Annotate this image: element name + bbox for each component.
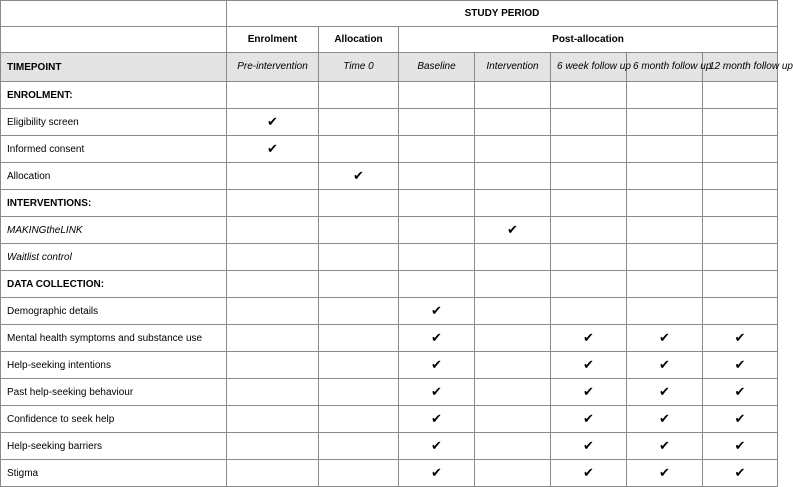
schedule-row: [1, 352, 778, 379]
row-label: Help-seeking barriers: [1, 433, 227, 460]
check-icon: ✔: [431, 384, 442, 400]
empty-cell: [319, 271, 399, 298]
empty-cell: [703, 82, 778, 109]
empty-cell: [475, 379, 551, 406]
check-icon: ✔: [353, 168, 364, 184]
empty-cell: [551, 136, 627, 163]
row-label: Eligibility screen: [1, 109, 227, 136]
empty-cell: [475, 136, 551, 163]
schedule-row: [1, 244, 778, 271]
schedule-row: [1, 460, 778, 487]
empty-cell: [227, 244, 319, 271]
check-icon: ✔: [431, 465, 442, 481]
checked-cell: [703, 433, 778, 460]
empty-cell: [703, 244, 778, 271]
empty-cell: [703, 298, 778, 325]
empty-cell: [319, 433, 399, 460]
check-icon: ✔: [659, 330, 670, 346]
post-allocation-header: Post-allocation: [399, 27, 778, 53]
row-label: Demographic details: [1, 298, 227, 325]
empty-cell: [627, 190, 703, 217]
enrolment-header: Enrolment: [227, 27, 319, 53]
empty-cell: [475, 352, 551, 379]
timepoint-baseline: Baseline: [399, 53, 475, 82]
checked-cell: [627, 460, 703, 487]
empty-cell: [551, 82, 627, 109]
checked-cell: [627, 352, 703, 379]
schedule-row: [1, 163, 778, 190]
schedule-row: [1, 109, 778, 136]
empty-cell: [475, 163, 551, 190]
timepoint-row: [1, 53, 778, 82]
empty-cell: [551, 271, 627, 298]
check-icon: ✔: [734, 411, 746, 427]
checked-cell: [703, 325, 778, 352]
empty-cell: [551, 217, 627, 244]
check-icon: ✔: [659, 384, 670, 400]
check-icon: ✔: [431, 411, 442, 427]
empty-cell: [319, 217, 399, 244]
empty-cell: [399, 109, 475, 136]
check-icon: ✔: [583, 438, 594, 454]
checked-cell: [399, 460, 475, 487]
empty-cell: [399, 163, 475, 190]
check-icon: ✔: [431, 438, 442, 454]
check-icon: ✔: [267, 114, 278, 130]
schedule-row: [1, 136, 778, 163]
timepoint-6-week: 6 week follow up: [551, 53, 627, 82]
empty-cell: [319, 136, 399, 163]
timepoint-label: TIMEPOINT: [1, 53, 227, 82]
checked-cell: [551, 325, 627, 352]
study-period-row: [1, 1, 778, 27]
empty-cell: [627, 163, 703, 190]
empty-cell: [227, 460, 319, 487]
section-row: [1, 82, 778, 109]
checked-cell: [703, 460, 778, 487]
schedule-row: [1, 217, 778, 244]
check-icon: ✔: [583, 465, 594, 481]
checked-cell: [551, 379, 627, 406]
empty-cell: [399, 244, 475, 271]
check-icon: ✔: [267, 141, 278, 157]
empty-cell: [703, 190, 778, 217]
empty-cell: [399, 82, 475, 109]
empty-cell: [627, 244, 703, 271]
study-period-header: STUDY PERIOD: [227, 1, 778, 27]
timepoint-12-month: 12 month follow up: [703, 53, 778, 82]
schedule-row: [1, 298, 778, 325]
empty-cell: [227, 379, 319, 406]
empty-cell: [551, 190, 627, 217]
timepoint-intervention: Intervention: [475, 53, 551, 82]
empty-cell: [703, 271, 778, 298]
empty-cell: [627, 136, 703, 163]
row-label: Confidence to seek help: [1, 406, 227, 433]
empty-cell: [475, 433, 551, 460]
empty-cell: [319, 244, 399, 271]
check-icon: ✔: [583, 357, 594, 373]
checked-cell: [399, 433, 475, 460]
check-icon: ✔: [734, 465, 746, 481]
empty-cell: [399, 217, 475, 244]
empty-cell: [551, 163, 627, 190]
empty-cell: [319, 190, 399, 217]
check-icon: ✔: [659, 357, 670, 373]
empty-cell: [319, 406, 399, 433]
checked-cell: [627, 406, 703, 433]
section-row: [1, 190, 778, 217]
check-icon: ✔: [431, 330, 442, 346]
empty-cell: [475, 190, 551, 217]
checked-cell: [475, 217, 551, 244]
empty-cell: [627, 271, 703, 298]
check-icon: ✔: [734, 438, 746, 454]
empty-cell: [319, 325, 399, 352]
section-heading: ENROLMENT:: [1, 82, 227, 109]
row-label: Informed consent: [1, 136, 227, 163]
checked-cell: [399, 325, 475, 352]
empty-cell: [399, 190, 475, 217]
empty-cell: [703, 136, 778, 163]
row-label: Allocation: [1, 163, 227, 190]
empty-cell: [227, 82, 319, 109]
timepoint-pre-intervention: Pre-intervention: [227, 53, 319, 82]
empty-cell: [319, 109, 399, 136]
empty-cell: [475, 271, 551, 298]
checked-cell: [551, 406, 627, 433]
empty-cell: [627, 298, 703, 325]
empty-cell: [551, 298, 627, 325]
checked-cell: [227, 136, 319, 163]
checked-cell: [399, 298, 475, 325]
checked-cell: [703, 352, 778, 379]
empty-cell: [399, 136, 475, 163]
empty-cell: [475, 460, 551, 487]
timepoint-time-0: Time 0: [319, 53, 399, 82]
row-label: Past help-seeking behaviour: [1, 379, 227, 406]
empty-cell: [627, 109, 703, 136]
empty-cell: [627, 82, 703, 109]
schedule-body: [1, 1, 793, 487]
check-icon: ✔: [431, 357, 442, 373]
empty-cell: [475, 244, 551, 271]
row-label: Help-seeking intentions: [1, 352, 227, 379]
empty-cell: [475, 325, 551, 352]
checked-cell: [627, 379, 703, 406]
empty-cell: [319, 379, 399, 406]
empty-cell: [627, 217, 703, 244]
empty-cell: [227, 325, 319, 352]
empty-cell: [703, 109, 778, 136]
allocation-header: Allocation: [319, 27, 399, 53]
schedule-row: [1, 433, 778, 460]
empty-cell: [319, 460, 399, 487]
phase-row: [1, 27, 778, 53]
checked-cell: [551, 460, 627, 487]
empty-cell: [227, 271, 319, 298]
empty-cell: [227, 217, 319, 244]
checked-cell: [551, 352, 627, 379]
empty-cell: [227, 190, 319, 217]
empty-cell: [551, 109, 627, 136]
check-icon: ✔: [734, 330, 746, 346]
empty-cell: [399, 271, 475, 298]
check-icon: ✔: [659, 411, 670, 427]
checked-cell: [551, 433, 627, 460]
schedule-row: [1, 379, 778, 406]
empty-cell: [319, 298, 399, 325]
empty-cell: [227, 433, 319, 460]
empty-cell: [475, 298, 551, 325]
timepoint-6-month: 6 month follow up: [627, 53, 703, 82]
section-heading: INTERVENTIONS:: [1, 190, 227, 217]
empty-cell: [475, 109, 551, 136]
empty-cell: [227, 352, 319, 379]
empty-cell: [227, 163, 319, 190]
check-icon: ✔: [734, 357, 746, 373]
check-icon: ✔: [583, 384, 594, 400]
empty-cell: [319, 82, 399, 109]
schedule-row: [1, 325, 778, 352]
check-icon: ✔: [431, 303, 442, 319]
empty-cell: [551, 244, 627, 271]
empty-cell: [227, 406, 319, 433]
check-icon: ✔: [734, 384, 746, 400]
empty-cell: [227, 298, 319, 325]
blank-cell: [1, 1, 227, 27]
checked-cell: [399, 379, 475, 406]
row-label: MAKINGtheLINK: [1, 217, 227, 244]
section-row: [1, 271, 778, 298]
empty-cell: [319, 352, 399, 379]
checked-cell: [703, 406, 778, 433]
checked-cell: [703, 379, 778, 406]
row-label: Stigma: [1, 460, 227, 487]
row-label: Mental health symptoms and substance use: [1, 325, 227, 352]
checked-cell: [227, 109, 319, 136]
check-icon: ✔: [507, 222, 518, 238]
row-label: Waitlist control: [1, 244, 227, 271]
check-icon: ✔: [659, 465, 670, 481]
checked-cell: [319, 163, 399, 190]
check-icon: ✔: [583, 330, 594, 346]
check-icon: ✔: [659, 438, 670, 454]
empty-cell: [475, 406, 551, 433]
schedule-row: [1, 406, 778, 433]
checked-cell: [399, 352, 475, 379]
checked-cell: [627, 325, 703, 352]
checked-cell: [399, 406, 475, 433]
empty-cell: [703, 217, 778, 244]
empty-cell: [703, 163, 778, 190]
empty-cell: [475, 82, 551, 109]
blank-cell: [1, 27, 227, 53]
checked-cell: [627, 433, 703, 460]
check-icon: ✔: [583, 411, 594, 427]
section-heading: DATA COLLECTION:: [1, 271, 227, 298]
